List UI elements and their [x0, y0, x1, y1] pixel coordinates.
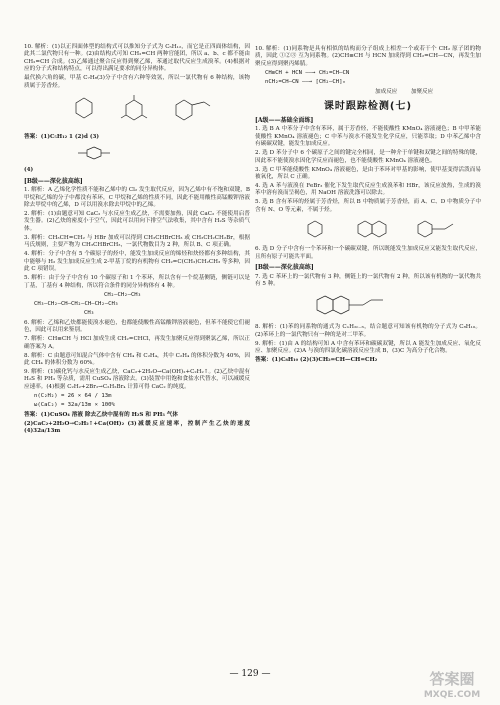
left-answer-4: (2)CaC₂+2H₂O→C₂H₂↑+Ca(OH)₂ (3)减缓反应速率，控制产生乙炔的速度 (4)32a/13m: [24, 420, 250, 434]
left-column: [24, 44, 250, 437]
right-a-q1: 1. 选 B A 中苯分子中含有苯环，属于芳香烃，不能使酸性 KMnO₄ 溶液褪色；B 中甲苯能使酸性 KMnO₄ 溶液褪色；C 中苯与溴水不能发生化学反应，只能萃取；D 中苯乙烯中含有碳碳双键，能发生加成反应。: [255, 126, 481, 148]
calc-2: ω(CaC₂) = 32a/13m × 100%: [34, 402, 115, 409]
reaction-1: CH≡CH + HCN ——→ CH₂=CH—CN: [265, 69, 350, 76]
chain-top: CH₂—CH₂—CH₃: [104, 291, 142, 298]
chain-bottom: CH₃: [84, 310, 95, 317]
left-answer-1: 答案：(1)C₅H₁₂ 1 (2)d (3): [24, 134, 100, 141]
left-answer-2: (4): [24, 167, 34, 174]
page-number: — 129 —: [229, 669, 271, 679]
calc-1: n(C₂H₂) = 26 × 64 / 13m: [34, 392, 112, 399]
left-b-q6: 6. 解析：乙烯和乙炔都能使溴水褪色，也都能使酸性高锰酸钾溶液褪色，但苯不能使它们褪色，因此可以用来鉴别。: [24, 319, 250, 334]
toluene-structure: [64, 145, 144, 161]
benzene-structures: [64, 94, 214, 128]
fused-ring-structure: [295, 292, 415, 318]
watermark-line2: MXQE.COM: [423, 690, 481, 700]
right-column: [255, 46, 481, 366]
left-b-q9: 9. 解析：(1)碳化钙与水反应生成乙炔，CaC₂+2H₂O→Ca(OH)₂+C₂H₂↑。(2)乙炔中混有 H₂S 和 PH₃ 等杂质，需用 CuSO₄ 溶液除去。(3)装置中用饱和食盐水代替水，可以减缓反应速率。(4)根据 C₂H₂+2Br₂→C₂H₂Br₄ 计算可得 CaC₂ 的纯度。: [24, 368, 250, 390]
chain-main: CH₃—CH₂—CH—CH₂—CH—CH₂—CH₃: [34, 300, 119, 307]
left-b-q5: 5. 解析：由于分子中含有 10 个碳原子和 1 个苯环，所以含有一个烷基侧链，侧链可以是丁基，丁基有 4 种结构，所以符合条件的同分异构体有 4 种。: [24, 275, 250, 289]
left-answer-3: 答案：(1)CuSO₄ 溶液 除去乙炔中混有的 H₂S 和 PH₃ 气体: [24, 411, 178, 418]
right-answer: 答案：(1)C₈H₁₀ (2)(3)CH₂=CH—CH=CH₂: [255, 357, 378, 364]
left-b-q1: 1. 解析：A 乙烯化学性质不能和乙烯中的 Cl₂ 发生取代反应，因为乙烯中有不饱和双键，B 甲烷和乙烯的分子中都没有苯环，C 甲烷和乙烯的性质不同，因此不能用酸性高锰酸钾溶液除去甲烷中的乙烯，D 可以用溴水除去甲烷中的乙烯。: [24, 187, 250, 209]
right-group-b-header: [B级——深化拔高练]: [255, 264, 314, 272]
left-b-q2: 2. 解析：(1)由题意可知 CaC₂ 与水反应生成乙炔，不需要加热，因此 CaC₂ 不能使用启普发生器。(2)乙炔的密度小于空气，因此可以用向下排空气法收集，其中含有 H₂S 等杂质气体。: [24, 211, 250, 232]
left-b-q3: 3. 解析：CH₃CH=CH₂ 与 HBr 加成可以得到 CH₃CHBrCH₃ 或 CH₃CH₂CH₂Br，根据马氏规则，主要产物为 CH₃CHBrCH₃，一氯代物数目为 2 种，所以 B、C 项正确。: [24, 234, 250, 249]
right-a-q5: 5. 选 B 含有苯环的烃属于芳香烃，所以 B 中物质属于芳香烃，而 A、C、D 中物质分子中含有 N、O 等元素，不属于烃。: [255, 199, 481, 213]
right-q10: 10. 解析：(1)同系物是具有相似的结构而分子组成上相差一个或若干个 CH₂ 原子团的物质，因此 ①②③ 互为同系物。(2)CH≡CH 与 HCN 加成得到 CH₂=CH—CN，再发生加聚反应得到聚丙烯腈。: [255, 46, 481, 67]
left-b-q4: 4. 解析：分子中含有 5 个碳原子的烃中，能发生加成反应的烯烃和炔烃都有多种结构，其中能够与 H₂ 发生加成反应生成 2-甲基丁烷的有机物有 CH₂=C(CH₃)CH₂CH₃ 等多种，因此 C 项错误。: [24, 251, 250, 273]
section-title: 课时跟踪检测(七): [323, 101, 413, 113]
left-group-b-header: [B级——深化拔高练]: [24, 177, 83, 185]
right-a-q6: 6. 选 D 分子中含有一个苯环和一个碳碳双键，所以既能发生加成反应又能发生取代反应，且所有原子可能共平面。: [255, 246, 481, 260]
right-b-q9: 9. 解析：(1)由 A 的结构可知 A 中含有苯环和碳碳双键，所以 A 能发生加成反应、氧化反应、加聚反应。(2)A 与溴的四氯化碳溶液反应生成 B，(3)C 为高分子化合物。: [255, 340, 481, 355]
aromatic-structures: [295, 218, 465, 240]
right-b-q7: 7. 选 C 苯环上的一氯代物有 3 种，侧链上的一氯代物有 2 种，所以该有机物的一氯代物共有 5 种。: [255, 273, 481, 287]
right-group-a-header: [A级——基础全面练]: [255, 117, 314, 125]
left-b-q8: 8. 解析：C 由题意可知混合气体中含有 CH₄ 和 C₂H₄，其中 C₂H₄ 的体积分数为 40%，因此 CH₄ 的体积分数为 60%。: [24, 352, 250, 366]
watermark-logo: [412, 666, 492, 702]
reaction-note: 加成反应 加聚反应: [375, 88, 434, 95]
right-a-q4: 4. 选 A 苯与液溴在 FeBr₃ 催化下发生取代反应生成溴苯和 HBr，该反应放热，生成的溴苯中溶有溴而呈褐色，用 NaOH 溶液洗涤可以除去。: [255, 183, 481, 197]
right-a-q2: 2. 选 D 苯分子中 6 个碳原子之间的键完全相同，是一种介于单键和双键之间的特殊的键，因此苯不能使溴水因化学反应而褪色，也不能使酸性 KMnO₄ 溶液褪色。: [255, 150, 481, 164]
left-q10-p1: 10. 解析：(1)以正四面体型的结构式可以推知分子式为 C₅H₁₂，而它是正四面体结构，因此其二氯代物只有一种。(2)由结构式可知 CH₂=CH 两种官能团，所以 a、b、c 都不能由 CH₂=CH 合成。(3)乙烯通过聚合反应得到聚乙烯，苯通过取代反应生成溴苯。(4)根据对应的分子式和结构特点，可以得出满足要求的同分异构体。: [24, 44, 250, 73]
reaction-2: nCH₂=CH—CN ——→ [CH₂—CH]ₙ: [265, 79, 346, 86]
right-b-q8: 8. 解析：(1)苯的同系物的通式为 CₙH₂ₙ₋₆，结合题意可知该有机物的分子式为 C₈H₁₀。(2)苯环上的一氯代物只有一种的是对二甲苯。: [255, 324, 481, 338]
right-a-q3: 3. 选 C 甲苯能使酸性 KMnO₄ 溶液褪色，是由于苯环对甲基的影响，使甲基变得活泼而易被氧化，所以 C 正确。: [255, 166, 481, 181]
watermark-line1: 答案圈: [429, 670, 475, 688]
left-q10-p2: 最代换六角的碳，甲基 C₇H₈(3)分子中含有六种等效氢，所以一氯代物有 6 种结构，该物质属于芳香烃。: [24, 75, 250, 89]
left-b-q7: 7. 解析：CH≡CH 与 HCl 加成生成 CH₂=CHCl，再发生加聚反应得到聚氯乙烯，所以正确答案为 A。: [24, 336, 250, 350]
